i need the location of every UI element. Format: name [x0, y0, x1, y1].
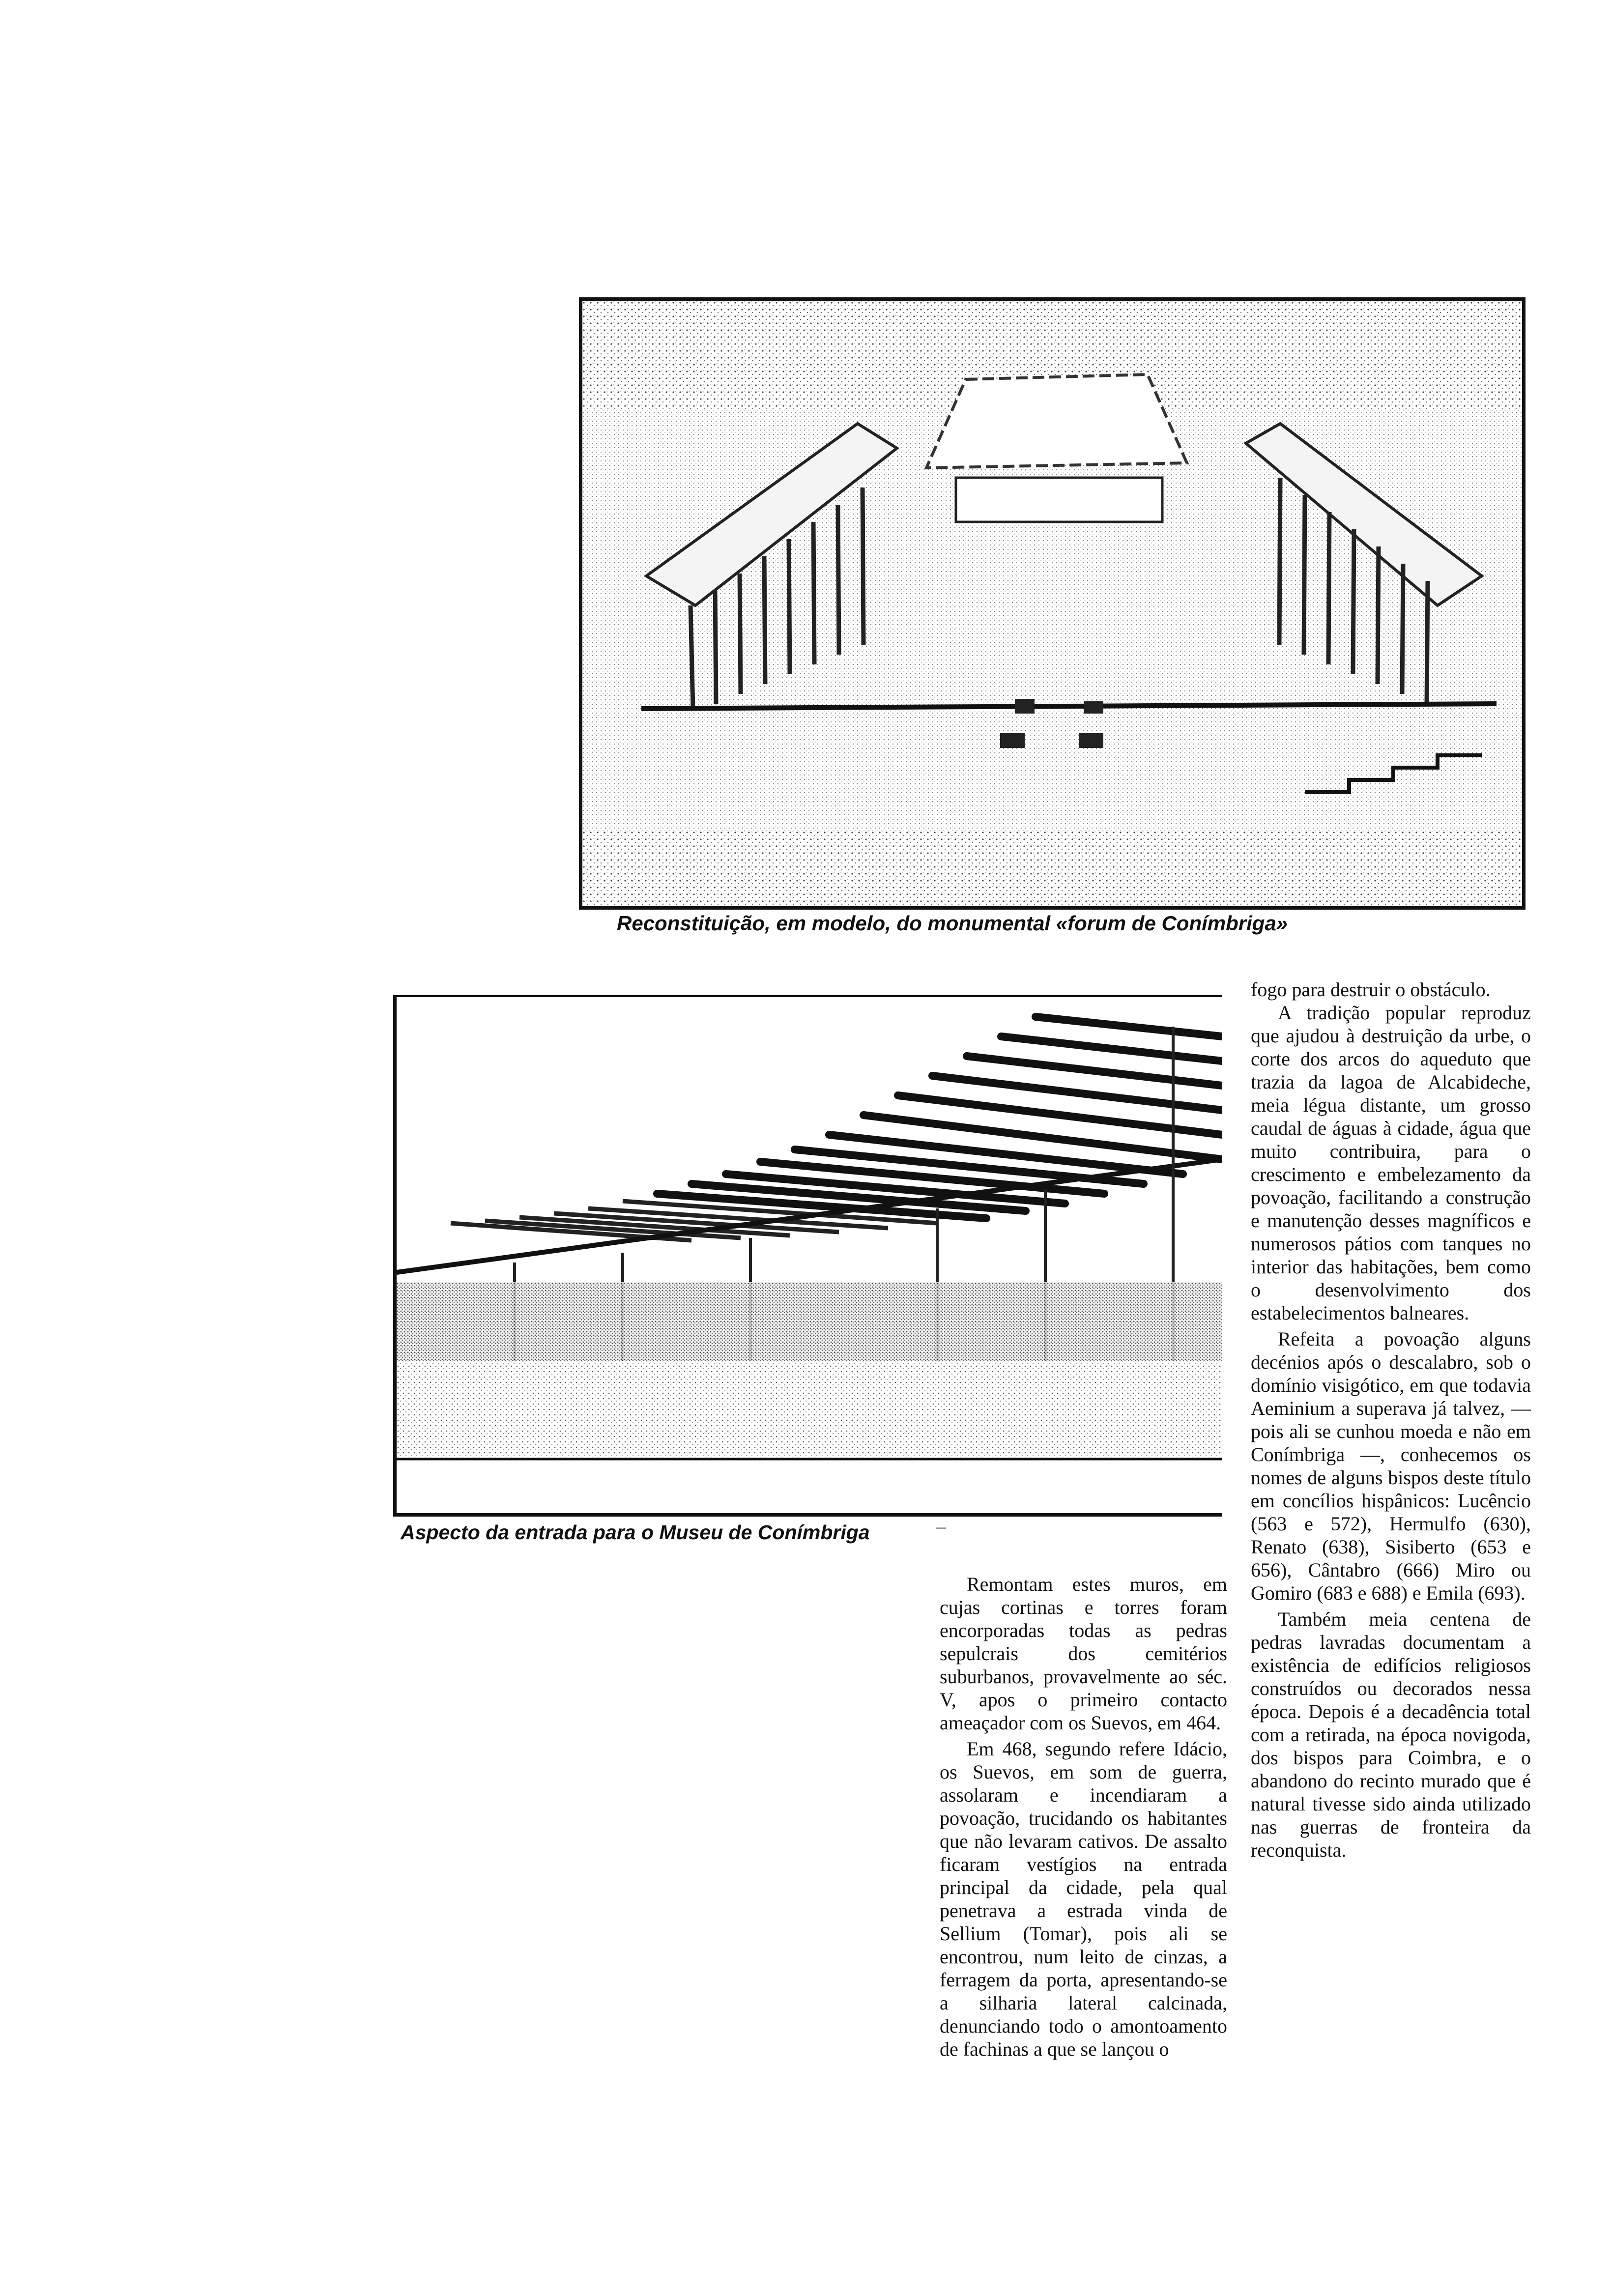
text-column-right — [1251, 978, 1531, 1862]
museum-entrance-illustration — [397, 997, 1222, 1513]
paragraph: fogo para destruir o obstáculo. — [1251, 978, 1491, 1001]
text-column-left — [940, 1573, 1227, 2061]
paragraph: Em 468, segundo refere Idácio, os Suevos, em som de guerra, assolaram e incendiaram a povoação, trucidando os habitantes que não levaram cativos. De assalto ficaram vestígios na entrada principal da cidade, pela qual penetrava a estrada vinda de Sellium (Tomar), pois ali se encontrou, num leito de cinzas, a ferragem da porta, apresentando-se a silharia lateral calcinada, denunciando todo o amontoamento de fachinas a que se lançou o — [940, 1738, 1227, 2060]
paragraph: Remontam estes muros, em cujas cortinas e torres foram encorporadas todas as pedras sepulcrais dos cemitérios suburbanos, provavelmente ao séc. V, apos o primeiro contacto ameaçador com os Suevos, em 464. — [940, 1573, 1227, 1734]
forum-model-photo — [579, 297, 1526, 910]
paragraph: Refeita a povoação alguns decénios após o descalabro, sob o domínio visigótico, em que todavia Aeminium a superava já talvez, — pois ali se cunhou moeda e não em Conímbriga —, conhecemos os nomes de alguns bispos deste título em concílios hispânicos: Lucêncio (563 e 572), Hermulfo (630), Renato (638), Sisiberto (653 e 656), Cântabro (666) Miro ou Gomiro (683 e 688) e Emila (693). — [1251, 1328, 1531, 1604]
figure-caption-museum: Aspecto da entrada para o Museu de Conímbriga — [401, 1521, 870, 1544]
scan-dash: – — [936, 1515, 946, 1537]
museum-entrance-photo — [393, 995, 1222, 1517]
paragraph: Também meia centena de pedras lavradas documentam a existência de edifícios religiosos construídos ou decorados nessa época. Depois é a decadência total com a retirada, na época novigoda, dos bispos para Coimbra, e o abandono do recinto murado que é natural tivesse sido ainda utilizado nas guerras de fronteira da reconquista. — [1251, 1608, 1531, 1861]
figure-caption-forum: Reconstituição, em modelo, do monumental «forum de Conímbriga» — [617, 912, 1288, 935]
paragraph: A tradição popular reproduz que ajudou à destruição da urbe, o corte dos arcos do aqueduto que trazia da lagoa de Alcabideche, meia légua distante, um grosso caudal de águas à cidade, água que muito contribuira, para o crescimento e embelezamento da povoação, facilitando a construção e manutenção desses magníficos e numerosos pátios com tanques no interior das habitações, bem como o desenvolvimento dos estabelecimentos balneares. — [1251, 1002, 1531, 1324]
forum-model-illustration — [582, 301, 1522, 906]
